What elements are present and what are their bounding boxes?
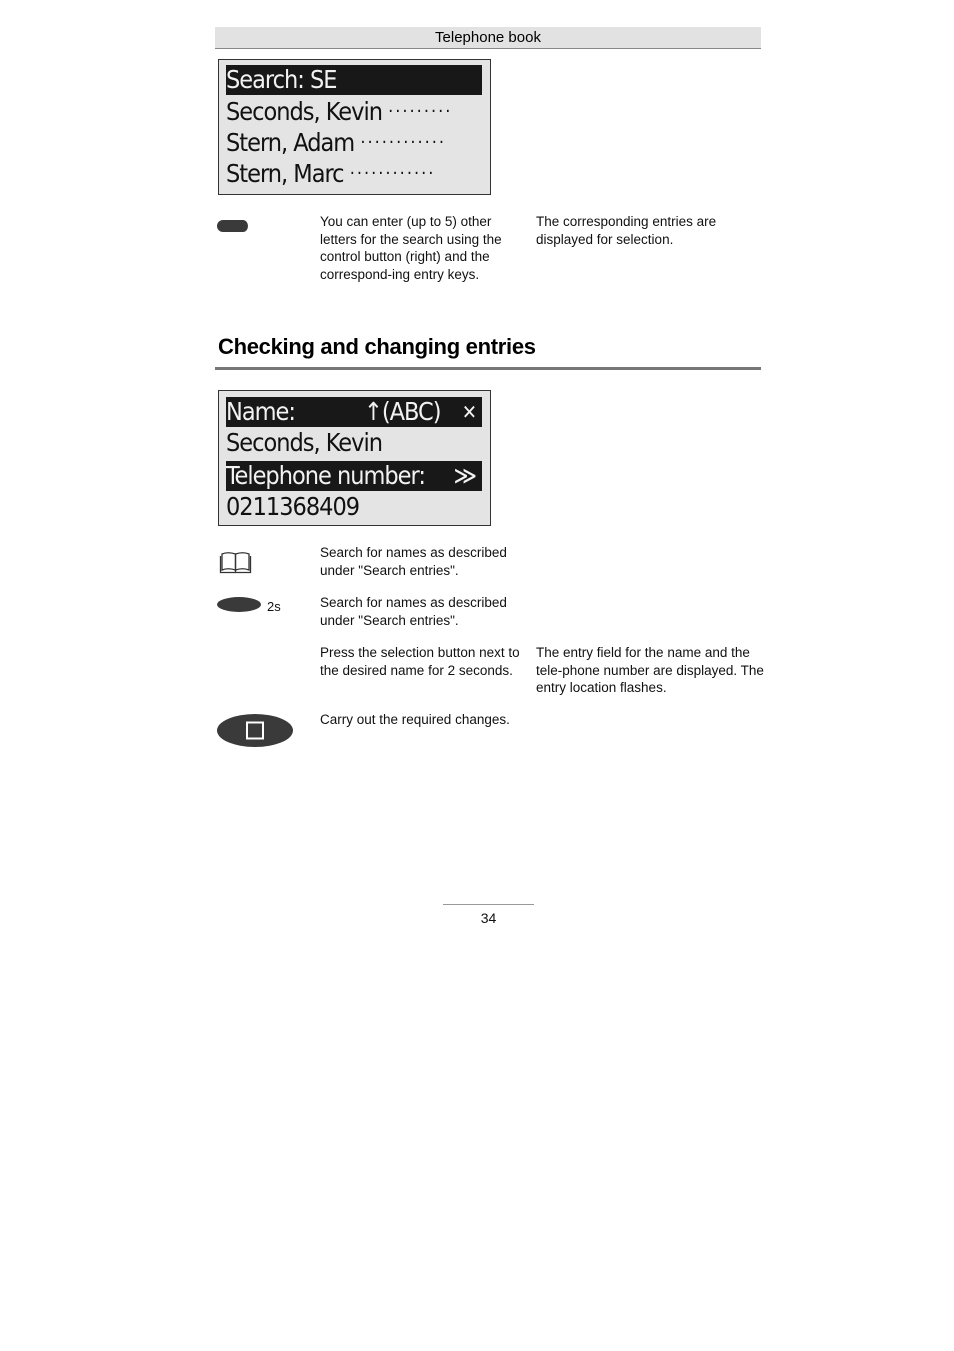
step-result-text: The entry field for the name and the tele-phone number are displayed. The entry location flashes. <box>536 645 764 695</box>
running-header: Telephone book <box>215 27 761 49</box>
lcd-name-label: Name: <box>226 397 295 426</box>
step-instruction-text: Carry out the required changes. <box>320 712 510 727</box>
lcd-name-value: Seconds, Kevin <box>226 428 382 457</box>
lcd-entry-row <box>226 128 482 158</box>
lcd-entry-dots: ············ <box>360 132 447 153</box>
section-heading: Checking and changing entries <box>218 334 536 359</box>
footer-rule <box>443 904 534 905</box>
control-button-right-icon <box>217 218 249 236</box>
lcd-entry-dots: ············ <box>349 163 436 184</box>
double-chevron-right-icon: ≫ <box>453 461 476 490</box>
lcd-entry-name: Seconds, Kevin <box>226 97 382 126</box>
lcd-entry-row <box>226 97 482 127</box>
step-result-text: The corresponding entries are displayed for selection. <box>536 214 717 247</box>
lcd-entry-name: Stern, Marc <box>226 159 344 188</box>
lcd-display-search <box>218 59 491 195</box>
step-instruction-text: Search for names as described under "Search entries". <box>320 595 507 628</box>
lcd-entry-row <box>226 159 482 189</box>
step-instruction-text: You can enter (up to 5) other letters for the search using the control button (right) and the correspond-ing entry keys. <box>320 214 502 282</box>
lcd-entry-dots: ········· <box>388 101 453 122</box>
lcd-display-edit <box>218 390 491 526</box>
lcd-search-row: Search: SE <box>226 65 482 95</box>
step-instruction-text: Search for names as described under "Search entries". <box>320 545 507 578</box>
lcd-phone-label: Telephone number: <box>226 461 425 490</box>
lcd-name-row <box>226 397 482 427</box>
step-instruction-text: Press the selection button next to the desired name for 2 seconds. <box>320 645 520 678</box>
lcd-phone-row <box>226 461 482 491</box>
section-rule <box>215 367 761 370</box>
lcd-phone-value: 0211368409 <box>226 492 360 521</box>
close-icon: ✕ <box>461 400 476 424</box>
duration-label: 2s <box>267 599 281 614</box>
page-number: 34 <box>480 910 497 926</box>
telephone-book-icon <box>219 550 252 575</box>
edit-key-icon <box>216 713 294 748</box>
lcd-entry-name: Stern, Adam <box>226 128 355 157</box>
selection-button-icon <box>216 596 262 613</box>
lcd-input-mode: ↑(ABC) <box>364 397 441 426</box>
